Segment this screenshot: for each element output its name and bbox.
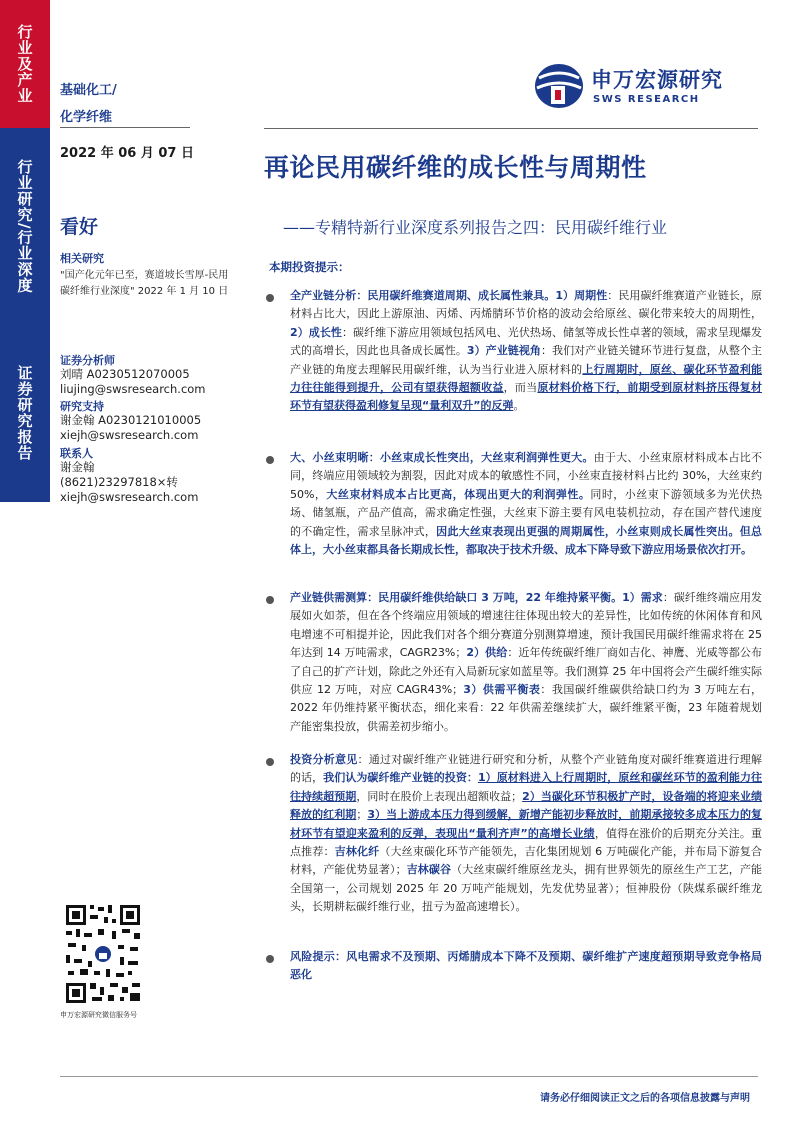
support-name: 谢金翰 A0230121010005: [60, 413, 202, 427]
paragraph-supply-demand: 产业链供需测算：民用碳纤维供给缺口 3 万吨，22 年维持紧平衡。1）需求：碳纤维终端应用发展如火如荼，但在各个终端应用领域的增速往往体现出较大的差异性，比如传统的休闲体育和风电增速不可相提并论，因此我们对各个细分赛道分别测算增速，预计我国民用碳纤维需求将在 25 年达到 14 万吨需求，CAGR23%；2）供给：近年传统碳纤维厂商如吉化、神鹰、光威等都公布了自己的扩产计划，除此之外还有入局新玩家如蓝星等。我们测算 25 年中国将会产生碳纤维实际供应 12 万吨，对应 CAGR43%；3）供需平衡表：我国碳纤维碳供给缺口约为 3 万吨左右，2022 年仍维持紧平衡状态，细化来看：22 年供需差继续扩大，碳纤维紧平衡，23 年随着规划产能密集投放，供需差初步缩小。: [290, 591, 763, 733]
company-logo: [533, 62, 753, 110]
industry-line-1: 基础化工/: [60, 83, 117, 98]
analyst-email: liujing@swsresearch.com: [60, 382, 206, 396]
related-research-line-2: 碳纤维行业深度" 2022 年 1 月 10 日: [60, 286, 229, 297]
bullet-1: [266, 294, 274, 302]
paragraph-risk: 风险提示：风电需求不及预期、丙烯腈成本下降不及预期、碳纤维扩产速度超预期导致竞争格局恶化: [290, 950, 762, 982]
wechat-qr-code: [64, 903, 142, 1005]
related-research-heading: 相关研究: [60, 252, 104, 265]
sidebar-tab-report: 证券研究报告: [0, 324, 50, 502]
bullet-2: [266, 456, 274, 464]
qr-caption: 申万宏源研究微信服务号: [60, 1011, 137, 1019]
related-research-line-1: "国产化元年已至，赛道坡长雪厚-民用: [60, 270, 229, 281]
analyst-name: 刘晴 A0230512070005: [60, 367, 190, 381]
research-support-heading: 研究支持: [60, 400, 104, 413]
page-subtitle: ——专精特新行业深度系列报告之四：民用碳纤维行业: [283, 218, 668, 237]
paragraph-tow-size: 大、小丝束明晰：小丝束成长性突出，大丝束利润弹性更大。由于大、小丝束原材料成本占比不同，终端应用领域较为割裂，因此对成本的敏感性不同，小丝束直接材料占比约 30%，大丝束约 50%，大丝束材料成本占比更高，体现出更大的利润弹性。同时，小丝束下游领域多为光伏热场、储氢瓶，产品产值高，需求确定性强，大丝束下游主要有风电装机拉动，存在国产替代速度的不确定性，需求呈脉冲式，因此大丝束表现出更强的周期属性，小丝束则成长属性突出。但总体上，大小丝束都具备长期成长性，都取决于技术升级、成本下降导致下游应用场景依次打开。: [290, 451, 763, 557]
contact-name: 谢金翰: [60, 460, 95, 474]
contact-email: xiejh@swsresearch.com: [60, 490, 199, 504]
main-header-rule: [264, 128, 758, 129]
bullet-4: [266, 758, 274, 766]
support-email: xiejh@swsresearch.com: [60, 428, 199, 442]
contact-heading: 联系人: [60, 447, 93, 460]
industry-line-2: 化学纤维: [60, 110, 113, 125]
footer-disclaimer: 请务必仔细阅读正文之后的各项信息披露与声明: [540, 1093, 750, 1104]
analyst-heading: 证券分析师: [60, 354, 115, 367]
sidebar-tab-research-type: 行业研究/行业深度: [0, 128, 50, 324]
investment-tips-heading: 本期投资提示：: [269, 260, 350, 274]
logo-text-en: SWS RESEARCH: [593, 94, 700, 105]
left-header-rule: [60, 127, 190, 128]
qr-code-icon: [64, 903, 142, 1005]
logo-text-cn: 申万宏源研究: [591, 68, 723, 92]
rating-label: 看好: [60, 216, 99, 238]
bullet-5: [266, 955, 274, 963]
contact-phone: (8621)23297818×转: [60, 475, 178, 489]
logo-mark-icon: [533, 62, 585, 110]
paragraph-investment-analysis: 投资分析意见：通过对碳纤维产业链进行研究和分析，从整个产业链角度对碳纤维赛道进行理解的话，我们认为碳纤维产业链的投资：1）原材料进入上行周期时，原丝和碳丝环节的盈利能力往往持续超预期，同时在股价上表现出超额收益；2）当碳化环节积极扩产时，设备端的将迎来业绩释放的红利期；3）当上游成本压力得到缓解，新增产能初步释放时，前期承接较多成本压力的复材环节有望迎来盈利的反弹，表现出“量利齐声”的高增长业绩，值得在涨价的后期充分关注。重点推荐：吉林化纤（大丝束碳化环节产能领先，吉化集团规划 6 万吨碳化产能，并布局下游复合材料，产能优势显著）；吉林碳谷（大丝束碳纤维原丝龙头，拥有世界领先的原丝生产工艺，产能全国第一，公司规划 2025 年 20 万吨产能规划，先发优势显著）；恒神股份（陕煤系碳纤维龙头，长期耕耘碳纤维行业，扭亏为盈高速增长）。: [290, 753, 763, 914]
sidebar-tab-industry: 行业及产业: [0, 0, 50, 128]
paragraph-industry-chain: 全产业链分析：民用碳纤维赛道周期、成长属性兼具。1）周期性：民用碳纤维赛道产业链长，原材料占比大，因此上游原油、丙烯、丙烯腈环节价格的波动会给原丝、碳化带来较大的周期性，2）成长性：碳纤维下游应用领域包括风电、光伏热场、储氢等成长性卓著的领域，需求呈现爆发式的高增长，因此也具备成长属性。3）产业链视角：我们对产业链关键环节进行复盘，从整个主产业链的角度去理解民用碳纤维，认为当行业进入原材料的上行周期时，原丝、碳化环节盈利能力往往能得到提升，公司有望获得超额收益，而当原材料价格下行，前期受到原材料挤压得复材环节有望获得盈利修复呈现“量利双升”的反弹。: [290, 289, 763, 413]
bullet-3: [266, 596, 274, 604]
report-date: 2022 年 06 月 07 日: [60, 146, 194, 161]
footer-rule: [60, 1076, 758, 1077]
page-title: 再论民用碳纤维的成长性与周期性: [264, 153, 647, 182]
